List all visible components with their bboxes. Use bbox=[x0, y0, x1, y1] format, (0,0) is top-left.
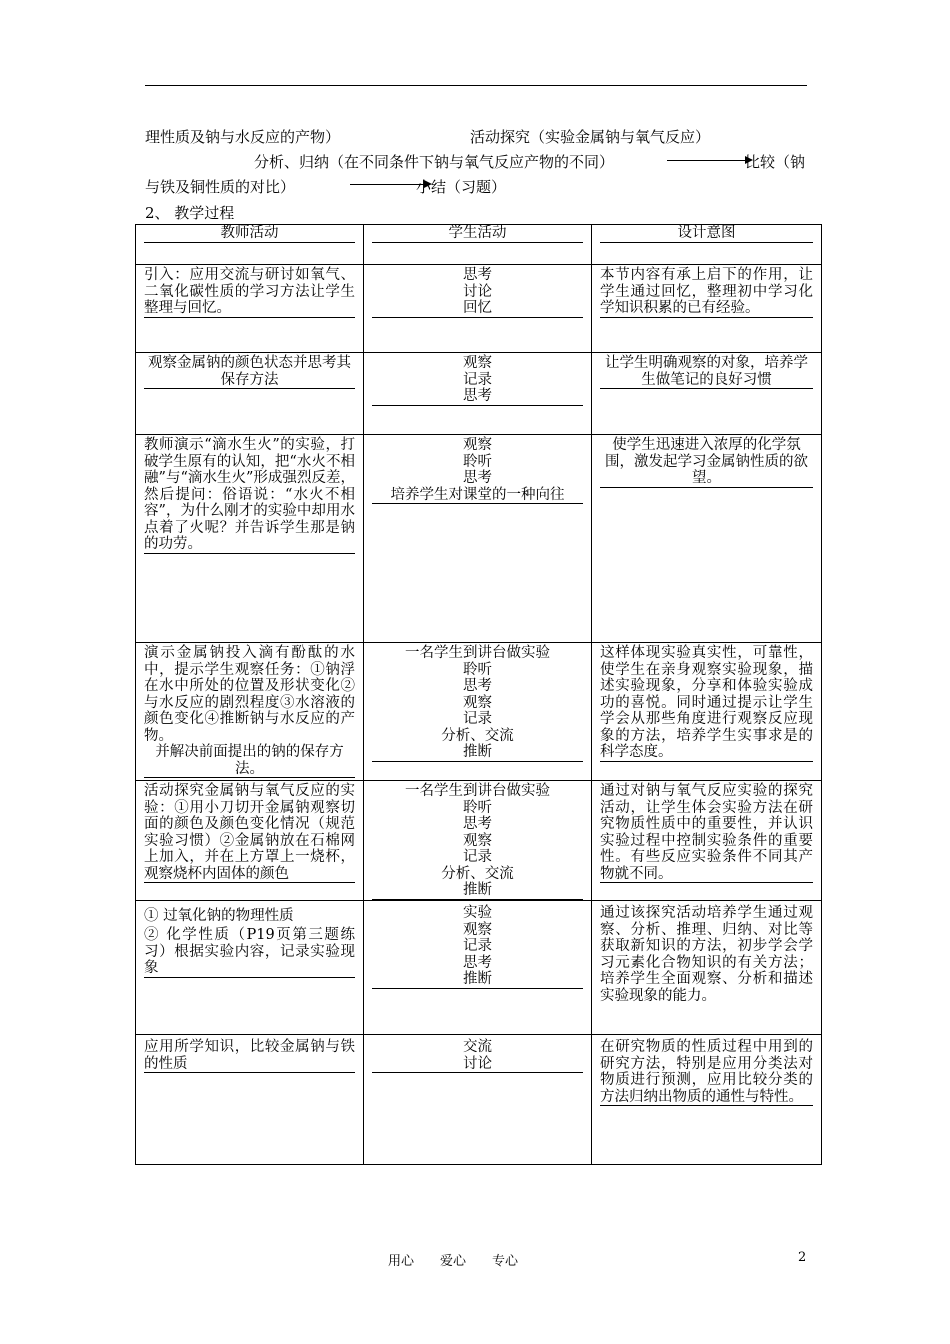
teacher-activity: 引入：应用交流与研讨如氧气、二氧化碳性质的学习方法让学生整理与回忆。 bbox=[144, 267, 355, 316]
student-activity: 观察 聆听 思考 培养学生对课堂的一种向往 bbox=[372, 437, 583, 504]
teacher-activity: 演示金属钠投入滴有酚酞的水中，提示学生观察任务：①钠浮在水中所处的位置及形状变化②与水反应的剧烈程度③水溶液的颜色变化④推断钠与水反应的产物。 并解决前面提出的钠的保存方法。 bbox=[144, 645, 355, 777]
intro-line3-right: 小结（习题） bbox=[416, 178, 507, 196]
intro-line3-left: 与铁及铜性质的对比） bbox=[145, 178, 296, 196]
student-activity: 实验 观察 记录 思考 推断 bbox=[372, 905, 583, 989]
header-teacher: 教师活动 bbox=[144, 225, 355, 243]
teacher-activity: 活动探究金属钠与氧气反应的实验：①用小刀切开金属钠观察切面的颜色及颜色变化情况（规范实验习惯）②金属钠放在石棉网上加入，并在上方罩上一烧杯，观察烧杯内固体的颜色 bbox=[144, 783, 355, 882]
table-row bbox=[136, 265, 822, 353]
intro-line2-right: 比较（钠 bbox=[745, 153, 806, 171]
teacher-activity: ① 过氧化钠的物理性质 ② 化学性质（P19页第三题练习）根据实验内容，记录实验现象 bbox=[144, 908, 355, 976]
design-intent: 本节内容有承上启下的作用，让学生通过回忆，整理初中学习化学知识积累的已有经验。 bbox=[600, 267, 813, 316]
teacher-activity: 教师演示“滴水生火”的实验，打破学生原有的认知，把“水火不相融”与“滴水生火”形成强烈反差，然后提问：俗语说：“水火不相容”，为什么刚才的实验中却用水点着了火呢？并告诉学生那是钠的功劳。 bbox=[144, 437, 355, 552]
design-intent: 通过该探究活动培养学生通过观察、分析、推理、归纳、对比等获取新知识的方法，初步学会学习元素化合物知识的有关方法；培养学生全面观察、分析和描述实验现象的能力。 bbox=[600, 905, 813, 1004]
table-row bbox=[136, 353, 822, 435]
design-intent: 这样体现实验真实性，可靠性，使学生在亲身观察实验现象，描述实验现象，分享和体验实验成功的喜悦。同时通过提示让学生学会从那些角度进行观察反应现象的方法，培养学生实事求是的科学态度。 bbox=[600, 645, 813, 760]
table-row bbox=[136, 1035, 822, 1165]
intro-line1-left: 理性质及钠与水反应的产物） bbox=[145, 128, 341, 146]
table-header-row bbox=[136, 225, 822, 265]
student-activity: 一名学生到讲台做实验 聆听 思考 观察 记录 分析、交流 推断 bbox=[372, 783, 583, 900]
header-design: 设计意图 bbox=[600, 225, 813, 243]
student-activity: 观察 记录 思考 bbox=[372, 355, 583, 406]
header-rule bbox=[145, 85, 807, 86]
design-intent: 让学生明确观察的对象，培养学生做笔记的良好习惯 bbox=[600, 355, 813, 389]
intro-line2-left: 分析、归纳（在不同条件下钠与氧气反应产物的不同） bbox=[254, 153, 615, 171]
page-number: 2 bbox=[798, 1250, 807, 1265]
teaching-process-table bbox=[135, 224, 822, 1165]
arrow-icon bbox=[667, 160, 751, 161]
intro-line1-right: 活动探究（实验金属钠与氧气反应） bbox=[470, 128, 711, 146]
design-intent: 通过对钠与氧气反应实验的探究活动，让学生体会实验方法在研究物质性质中的重要性，并认识实验过程中控制实验条件的重要性。有些反应实验条件不同其产物就不同。 bbox=[600, 783, 813, 882]
teacher-activity: 观察金属钠的颜色状态并思考其保存方法 bbox=[144, 355, 355, 389]
table-row bbox=[136, 781, 822, 901]
footer-motto: 用心 爱心 专心 bbox=[388, 1254, 519, 1269]
student-activity: 思考 讨论 回忆 bbox=[372, 267, 583, 318]
student-activity: 一名学生到讲台做实验 聆听 思考 观察 记录 分析、交流 推断 bbox=[372, 645, 583, 762]
table-row bbox=[136, 643, 822, 781]
design-intent: 使学生迅速进入浓厚的化学氛围，激发起学习金属钠性质的欲望。 bbox=[600, 437, 813, 488]
student-activity: 交流 讨论 bbox=[372, 1039, 583, 1073]
teacher-activity: 应用所学知识，比较金属钠与铁的性质 bbox=[144, 1039, 355, 1072]
design-intent: 在研究物质的性质过程中用到的研究方法，特别是应用分类法对物质进行预测，应用比较分类的方法归纳出物质的通性与特性。 bbox=[600, 1039, 813, 1105]
header-student: 学生活动 bbox=[372, 225, 583, 243]
table-row bbox=[136, 435, 822, 643]
table-row bbox=[136, 901, 822, 1035]
section-title: 2、 教学过程 bbox=[145, 204, 235, 222]
